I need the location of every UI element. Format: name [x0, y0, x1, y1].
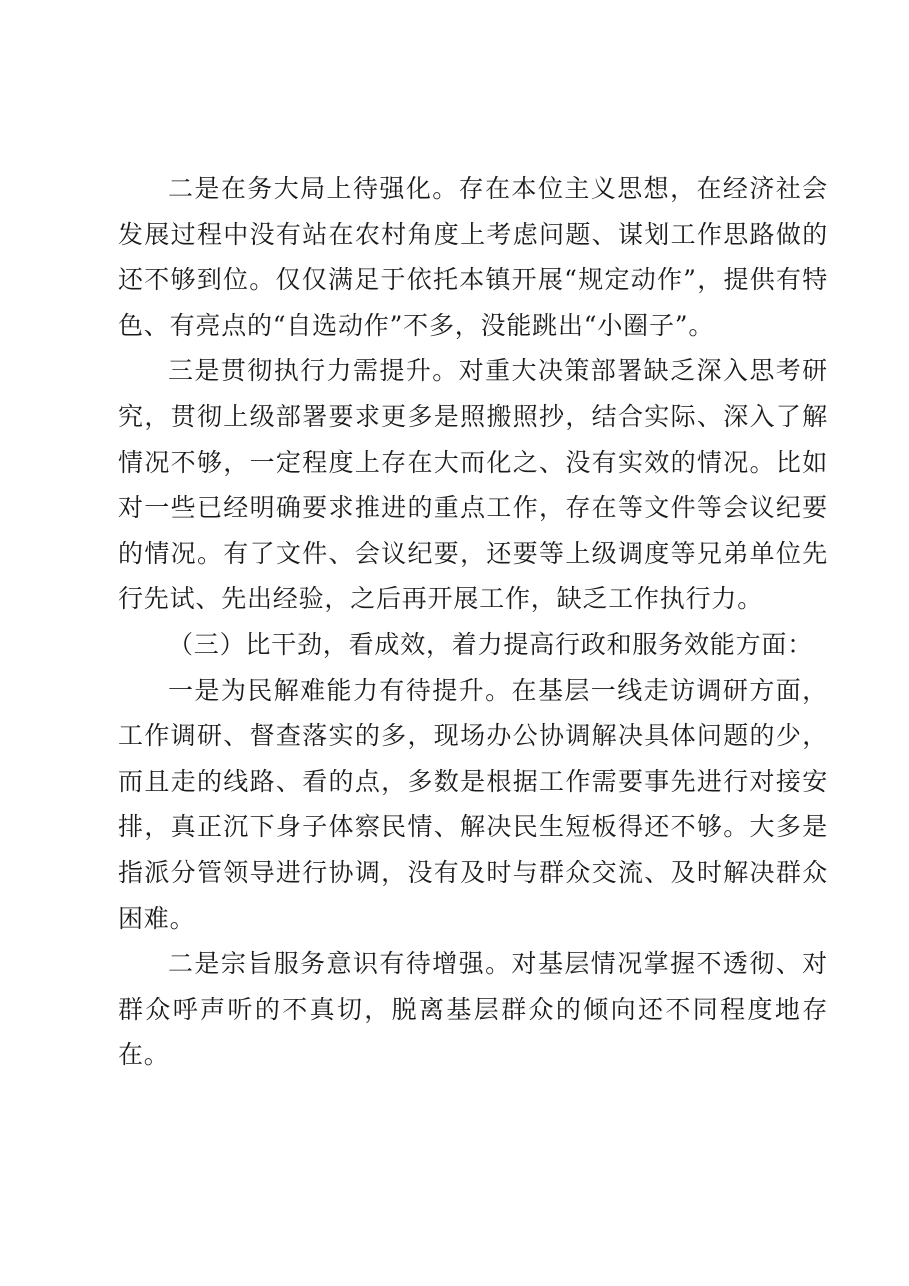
- paragraph-service-awareness: 二是宗旨服务意识有待增强。对基层情况掌握不透彻、对群众呼声听的不真切，脱离基层群众的倾向还不同程度地存在。: [118, 949, 828, 1070]
- paragraph-problem-solving: 一是为民解难能力有待提升。在基层一线走访调研方面，工作调研、督查落实的多，现场办公协调解决具体问题的少，而且走的线路、看的点，多数是根据工作需要事先进行对接安排，真正沉下身子体察民情、解决民生短板得还不够。大多是指派分管领导进行协调，没有及时与群众交流、及时解决群众困难。: [118, 675, 828, 933]
- document-body: [118, 166, 828, 1078]
- section-heading-efficiency: （三）比干劲，看成效，着力提高行政和服务效能方面：: [168, 629, 814, 659]
- paragraph-service-overall: 二是在务大局上待强化。存在本位主义思想，在经济社会发展过程中没有站在农村角度上考虑问题、谋划工作思路做的还不够到位。仅仅满足于依托本镇开展“规定动作”，提供有特色、有亮点的“自选动作”不多，没能跳出“小圈子”。: [118, 174, 828, 340]
- paragraph-execution: 三是贯彻执行力需提升。对重大决策部署缺乏深入思考研究，贯彻上级部署要求更多是照搬照抄，结合实际、深入了解情况不够，一定程度上存在大而化之、没有实效的情况。比如对一些已经明确要求推进的重点工作，存在等文件等会议纪要的情况。有了文件、会议纪要，还要等上级调度等兄弟单位先行先试、先出经验，之后再开展工作，缺乏工作执行力。: [118, 356, 828, 614]
